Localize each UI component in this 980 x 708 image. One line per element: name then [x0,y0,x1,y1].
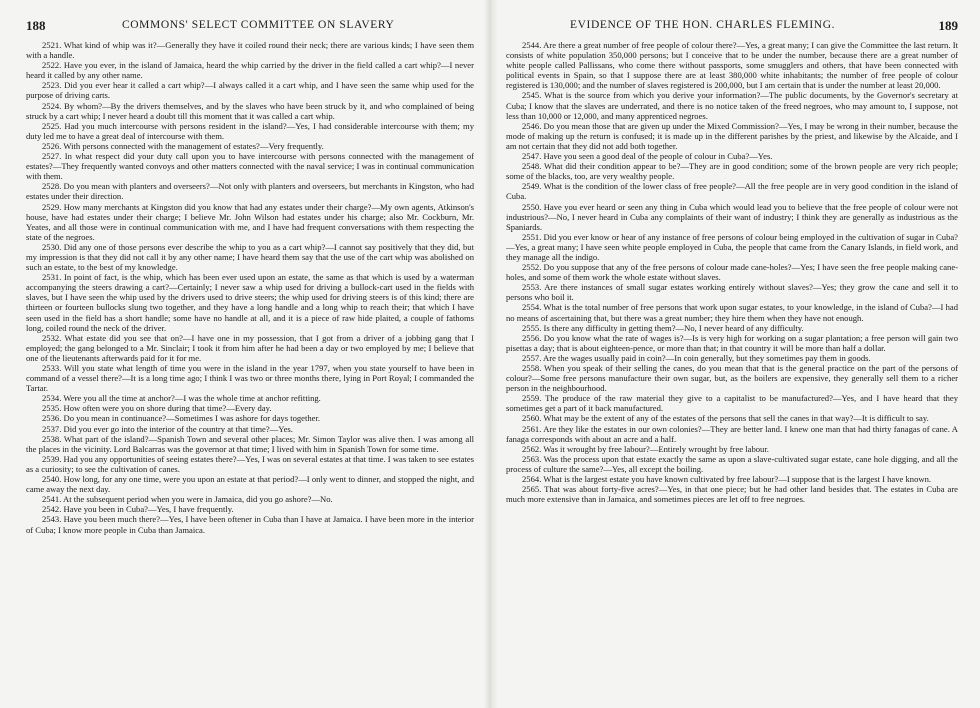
paragraph: 2528. Do you mean with planters and overseers?—Not only with planters and overseers, but merchants in Kingston, who had estates under their direction. [26,181,474,202]
paragraph: 2524. By whom?—By the drivers themselves, and by the slaves who have been struck by it, and who complained of being struck by a cart whip; I never heard a doubt till this moment that it was called a cart whip. [26,100,474,121]
paragraph: 2531. In point of fact, is the whip, which has been ever used upon an estate, the same as that which is used by a waterman accompanying the steers drawing a cart?—Certainly; I never saw a whip used for driving a bullock-cart used in the fields with slaves, but I have seen the whip used by the drivers used to drive steers; the whip used for driving steers is of this kind; there are thirteen or fourteen bullocks slung two together, and they have a long handle and a long whip to reach their; that which I have seen used in the field has a short handle; some have no handle at all, and it is a piece of raw hide plaited, a couple of fathoms long, coiled round the neck of the driver. [26,272,474,333]
paragraph: 2544. Are there a great number of free people of colour there?—Yes, a great many; I can give the Committee the last return. It consists of white population 350,000 persons; but I conceive that to be under the number, because there are a great number of white people called Pallissans, who come there without passports, some smugglers and others, that have been connected with political events in Spain, so that I suppose there are at least 380,000 white inhabitants; the number of free people of colour registered is 130,000; and the number of slaves registered is 200,000, but I am certain that is under the number at least 20,000. [506,40,958,91]
paragraph: 2547. Have you seen a good deal of the people of colour in Cuba?—Yes. [522,151,773,162]
paragraph: 2522. Have you ever, in the island of Jamaica, heard the whip carried by the driver in the field called a cart whip?—I never heard it called by any other name. [26,60,474,81]
paragraph: 2541. At the subsequent period when you were in Jamaica, did you go ashore?—No. [42,494,333,505]
paragraph: 2556. Do you know what the rate of wages is?—Is is very high for working on a sugar plantation; a free person will gain two pisettas a day; that is about eighteen-pence, or more than that; in that country it will be more than half a dollar. [506,332,958,353]
paragraph: 2526. With persons connected with the management of estates?—Very frequently. [42,140,324,151]
paragraph: 2537. Did you ever go into the interior of the country at that time?—Yes. [42,423,293,434]
paragraph: 2564. What is the largest estate you have known cultivated by free labour?—I suppose that is the largest I have known. [522,474,932,485]
right-running-head: EVIDENCE OF THE HON. CHARLES FLEMING. [570,19,836,31]
paragraph: 2533. Will you state what length of time you were in the island in the year 1797, when you state yourself to have been in command of a vessel there?—It is a long time ago; I think I was two or three months there, lying in Port Royal; I commanded the Tartar. [26,363,474,394]
paragraph: 2560. What may be the extent of any of the estates of the persons that sell the canes in that way?—It is difficult to say. [522,413,929,424]
paragraph: 2561. Are they like the estates in our own colonies?—They are better land. I knew one man that had thirty fanagas of cane. A fanaga corresponds with about an acre and a half. [506,423,958,444]
left-running-head: COMMONS' SELECT COMMITTEE ON SLAVERY [122,19,395,31]
paragraph: 2558. When you speak of their selling the canes, do you mean that that is the general practice on the part of the persons of colour?—Some free persons manufacture their own sugar, but, as the boilers are expensive, they generally sell them to a richer person in the neighbourhood. [506,363,958,394]
paragraph: 2552. Do you suppose that any of the free persons of colour made cane-holes?—Yes; I have seen the free people making cane-holes, and some of them work the whole estate without slaves. [506,262,958,283]
paragraph: 2550. Have you ever heard or seen any thing in Cuba which would lead you to believe that the free people of colour were not industrious?—No, I never heard in Cuba any complaints of their want of industry; I think they are generally as industrious as the Spaniards. [506,201,958,232]
left-page-header [26,18,474,36]
paragraph: 2548. What did their condition appear to be?—They are in good condition; some of the brown people are very rich people; some of the blacks, too, are very wealthy people. [506,161,958,182]
paragraph: 2535. How often were you on shore during that time?—Every day. [42,403,272,414]
paragraph: 2523. Did you ever hear it called a cart whip?—I always called it a cart whip, and I have seen the same whip used for the purpose of driving carts. [26,80,474,101]
paragraph: 2539. Had you any opportunities of seeing estates there?—Yes, I was on several estates at that time. I was taken to see estates as a curiosity; to see the cultivation of canes. [26,453,474,474]
paragraph: 2543. Have you been much there?—Yes, I have been oftener in Cuba than I have at Jamaica. I have been more in the interior of Cuba; I know more people in Cuba than Jamaica. [26,514,474,535]
paragraph: 2521. What kind of whip was it?—Generally they have it coiled round their neck; there are various kinds; I have seen them with a handle. [26,40,474,61]
paragraph: 2545. What is the source from which you derive your information?—The public documents, by the Governor's secretary at Cuba; I know that the slaves are underrated, and there is no notice taken of the freed negroes, who may amount to, I suppose, not less than 10,000 or 12,000, and many apprenticed negroes. [506,90,958,121]
left-page-number: 188 [26,18,46,33]
left-page-body [26,40,474,535]
paragraph: 2565. That was about forty-five acres?—Yes, in that one piece; but he had other land besides that. The estates in Cuba are much more extensive than in Jamaica, and sometimes pieces are let off to free negroes. [506,484,958,505]
right-page [506,0,958,708]
paragraph: 2525. Had you much intercourse with persons resident in the island?—Yes, I had considerable intercourse with them; my duty led me to have a great deal of intercourse with them. [26,120,474,141]
paragraph: 2542. Have you been in Cuba?—Yes, I have frequently. [42,504,234,515]
book-gutter [484,0,498,708]
paragraph: 2549. What is the condition of the lower class of free people?—All the free people are in very good condition in the island of Cuba. [506,181,958,202]
paragraph: 2532. What estate did you see that on?—I have one in my possession, that I got from a driver of a jobbing gang that I employed; the gang belonged to a Mr. Sinclair; I took it from him after he had been a day or two employed by me; I believe that one of the lieutenants afterwards paid for it for me. [26,332,474,363]
paragraph: 2553. Are there instances of small sugar estates working entirely without slaves?—Yes; they grow the cane and sell it to persons who boil it. [506,282,958,303]
paragraph: 2534. Were you all the time at anchor?—I was the whole time at anchor refitting. [42,393,321,404]
paragraph: 2551. Did you ever know or hear of any instance of free persons of colour being employed in the cultivation of sugar in Cuba?—Yes, a great many; I have seen white people employed in Cuba, the people that came from the Canary Islands, in field work, and they manage all the indigo. [506,231,958,262]
paragraph: 2538. What part of the island?—Spanish Town and several other places; Mr. Simon Taylor was alive then. I was among all the places in the vicinity. Lord Balcarras was the governor at that time; I lived with him in Spanish Town for some time. [26,433,474,454]
paragraph: 2555. Is there any difficulty in getting them?—No, I never heard of any difficulty. [522,322,804,333]
paragraph: 2546. Do you mean those that are given up under the Mixed Commission?—Yes, I may be wrong in their number, because the mode of making up the return is confused; it is made up in the different parishes by the priest, and likewise by the Alcaide, and I am not certain that they did not add both together. [506,120,958,151]
right-page-body [506,40,958,504]
left-page [26,0,474,708]
paragraph: 2563. Was the process upon that estate exactly the same as upon a slave-cultivated sugar estate, cane hole digging, and all the process of culture the same?—Yes, all except the boiling. [506,453,958,474]
right-page-header [506,18,958,36]
paragraph: 2529. How many merchants at Kingston did you know that had any estates under their charge?—My own agents, Atkinson's house, have had estates under their charge; I believe Mr. John Wilson had estates under his charge; also Mr. Cockburn, Mr. Yeates, and all those were in continual communication with me, and I have had frequent conversations with them respecting the state of the negroes. [26,201,474,242]
right-page-number: 189 [938,18,958,33]
paragraph: 2557. Are the wages usually paid in coin?—In coin generally, but they sometimes pay them in goods. [522,352,871,363]
paragraph: 2562. Was it wrought by free labour?—Entirely wrought by free labour. [522,443,769,454]
paragraph: 2530. Did any one of those persons ever describe the whip to you as a cart whip?—I cannot say positively that they did, but my impression is that they did not call it by any other name; I have heard them say that the use of the cart whip was abolished on such an estate, to the best of my knowledge. [26,241,474,273]
paragraph: 2527. In what respect did your duty call upon you to have intercourse with persons connected with the management of estates?—They frequently wanted convoys and other matters connected with the naval service; I was in continual communication with them. [26,151,474,182]
paragraph: 2559. The produce of the raw material they give to a capitalist to be manufactured?—Yes, and I have heard that they sometimes get a part of it back manufactured. [506,393,958,414]
paragraph: 2540. How long, for any one time, were you upon an estate at that period?—I only went to dinner, and stopped the night, and came away the next day. [26,474,474,495]
paragraph: 2554. What is the total number of free persons that work upon sugar estates, to your knowledge, in the island of Cuba?—I had no means of ascertaining that, but there was a great number; they hire them when they have not enough. [506,302,958,323]
paragraph: 2536. Do you mean in continuance?—Sometimes I was ashore for days together. [42,413,321,424]
